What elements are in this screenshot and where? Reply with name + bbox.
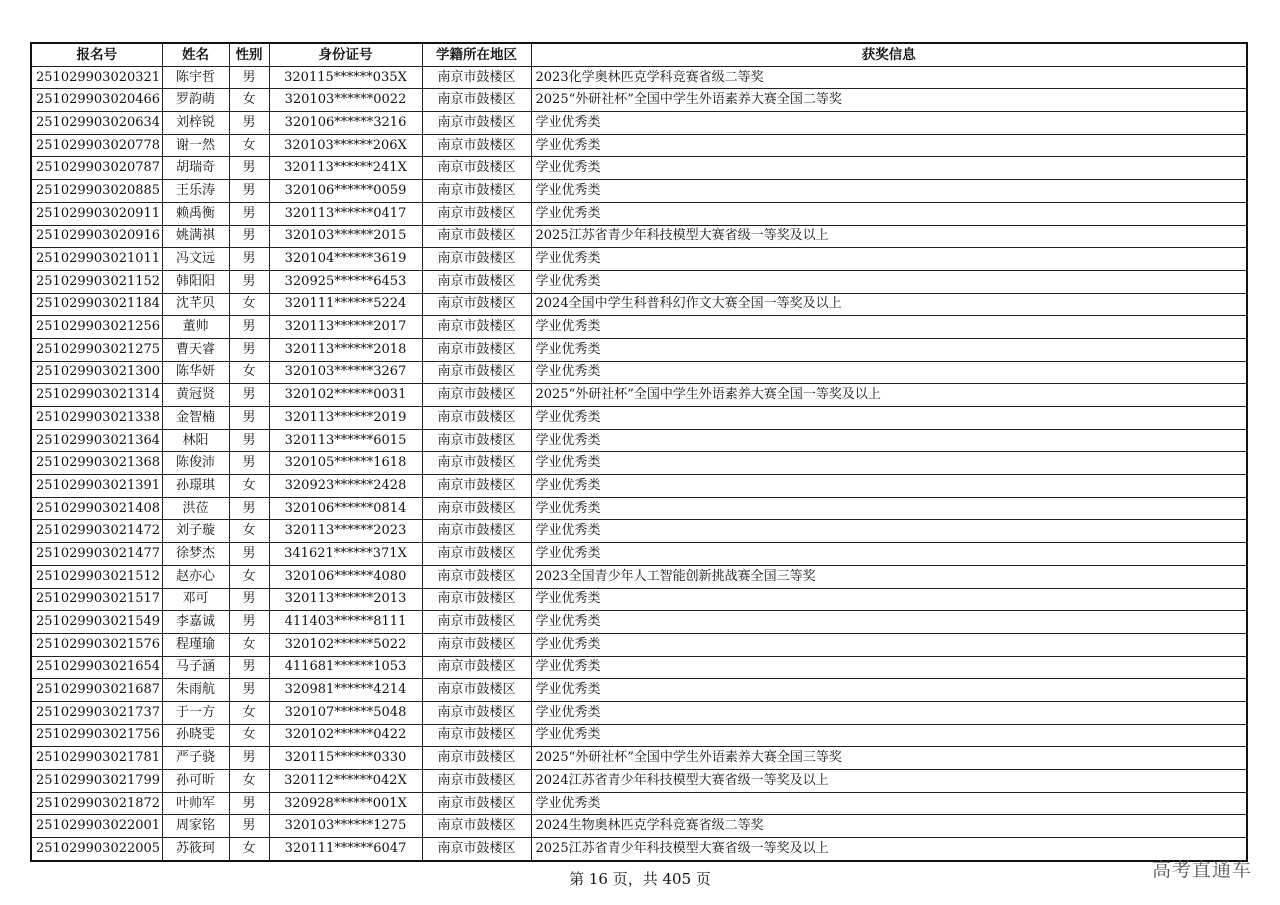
cell-region: 南京市鼓楼区 bbox=[422, 134, 531, 157]
table-row bbox=[31, 633, 1247, 656]
cell-gender: 男 bbox=[229, 180, 269, 203]
cell-id-no: 320115******035X bbox=[269, 66, 422, 89]
cell-award: 学业优秀类 bbox=[531, 407, 1247, 430]
table-row bbox=[31, 157, 1247, 180]
cell-name: 孙璟琪 bbox=[162, 475, 229, 498]
table-row bbox=[31, 338, 1247, 361]
cell-id-no: 320111******6047 bbox=[269, 838, 422, 861]
cell-id-no: 320113******2013 bbox=[269, 588, 422, 611]
cell-reg-no: 251029903021512 bbox=[31, 565, 162, 588]
cell-id-no: 320928******001X bbox=[269, 792, 422, 815]
table-row bbox=[31, 202, 1247, 225]
cell-award: 学业优秀类 bbox=[531, 112, 1247, 135]
table-row bbox=[31, 66, 1247, 89]
cell-name: 孙可昕 bbox=[162, 770, 229, 793]
cell-region: 南京市鼓楼区 bbox=[422, 293, 531, 316]
cell-award: 2024全国中学生科普科幻作文大赛全国一等奖及以上 bbox=[531, 293, 1247, 316]
table-row bbox=[31, 588, 1247, 611]
cell-id-no: 320106******4080 bbox=[269, 565, 422, 588]
table-row bbox=[31, 452, 1247, 475]
cell-name: 金智楠 bbox=[162, 407, 229, 430]
header-reg-no: 报名号 bbox=[31, 43, 162, 66]
table-row bbox=[31, 565, 1247, 588]
cell-gender: 女 bbox=[229, 134, 269, 157]
cell-name: 徐梦杰 bbox=[162, 543, 229, 566]
cell-id-no: 320103******1275 bbox=[269, 815, 422, 838]
cell-id-no: 411681******1053 bbox=[269, 656, 422, 679]
cell-name: 谢一然 bbox=[162, 134, 229, 157]
cell-award: 学业优秀类 bbox=[531, 180, 1247, 203]
cell-award: 学业优秀类 bbox=[531, 134, 1247, 157]
cell-gender: 男 bbox=[229, 384, 269, 407]
table-row bbox=[31, 180, 1247, 203]
cell-award: 学业优秀类 bbox=[531, 475, 1247, 498]
cell-name: 王乐涛 bbox=[162, 180, 229, 203]
table-row bbox=[31, 520, 1247, 543]
cell-id-no: 320106******0814 bbox=[269, 497, 422, 520]
cell-gender: 男 bbox=[229, 225, 269, 248]
cell-gender: 男 bbox=[229, 792, 269, 815]
table-row bbox=[31, 361, 1247, 384]
cell-award: 2023化学奥林匹克学科竞赛省级二等奖 bbox=[531, 66, 1247, 89]
cell-reg-no: 251029903021408 bbox=[31, 497, 162, 520]
table-row bbox=[31, 248, 1247, 271]
cell-gender: 男 bbox=[229, 815, 269, 838]
cell-region: 南京市鼓楼区 bbox=[422, 611, 531, 634]
cell-award: 2025江苏省青少年科技模型大赛省级一等奖及以上 bbox=[531, 838, 1247, 861]
table-row bbox=[31, 792, 1247, 815]
cell-id-no: 320113******2017 bbox=[269, 316, 422, 339]
cell-gender: 女 bbox=[229, 361, 269, 384]
cell-reg-no: 251029903020911 bbox=[31, 202, 162, 225]
cell-region: 南京市鼓楼区 bbox=[422, 497, 531, 520]
cell-region: 南京市鼓楼区 bbox=[422, 248, 531, 271]
cell-reg-no: 251029903020466 bbox=[31, 89, 162, 112]
cell-award: 2025江苏省青少年科技模型大赛省级一等奖及以上 bbox=[531, 225, 1247, 248]
cell-award: 学业优秀类 bbox=[531, 452, 1247, 475]
cell-name: 陈华妍 bbox=[162, 361, 229, 384]
cell-region: 南京市鼓楼区 bbox=[422, 543, 531, 566]
cell-award: 学业优秀类 bbox=[531, 338, 1247, 361]
table-row bbox=[31, 225, 1247, 248]
cell-id-no: 320113******2019 bbox=[269, 407, 422, 430]
table-row bbox=[31, 724, 1247, 747]
cell-name: 周家铭 bbox=[162, 815, 229, 838]
cell-name: 赵亦心 bbox=[162, 565, 229, 588]
cell-region: 南京市鼓楼区 bbox=[422, 112, 531, 135]
cell-id-no: 320102******0422 bbox=[269, 724, 422, 747]
cell-name: 陈宇哲 bbox=[162, 66, 229, 89]
cell-gender: 男 bbox=[229, 202, 269, 225]
cell-name: 刘子璇 bbox=[162, 520, 229, 543]
header-region: 学籍所在地区 bbox=[422, 43, 531, 66]
table-row bbox=[31, 407, 1247, 430]
cell-name: 李嘉诚 bbox=[162, 611, 229, 634]
cell-reg-no: 251029903021756 bbox=[31, 724, 162, 747]
cell-id-no: 320112******042X bbox=[269, 770, 422, 793]
cell-gender: 男 bbox=[229, 747, 269, 770]
cell-reg-no: 251029903021654 bbox=[31, 656, 162, 679]
cell-region: 南京市鼓楼区 bbox=[422, 747, 531, 770]
cell-reg-no: 251029903021781 bbox=[31, 747, 162, 770]
cell-reg-no: 251029903021184 bbox=[31, 293, 162, 316]
table-row bbox=[31, 270, 1247, 293]
header-gender: 性别 bbox=[229, 43, 269, 66]
cell-id-no: 320103******0022 bbox=[269, 89, 422, 112]
cell-name: 韩阳阳 bbox=[162, 270, 229, 293]
table-row bbox=[31, 316, 1247, 339]
table-row bbox=[31, 429, 1247, 452]
cell-gender: 男 bbox=[229, 497, 269, 520]
table-header-row bbox=[31, 43, 1247, 66]
cell-reg-no: 251029903020634 bbox=[31, 112, 162, 135]
table-row bbox=[31, 838, 1247, 861]
table-row bbox=[31, 747, 1247, 770]
table-row bbox=[31, 134, 1247, 157]
cell-reg-no: 251029903021549 bbox=[31, 611, 162, 634]
cell-id-no: 320102******0031 bbox=[269, 384, 422, 407]
table-row bbox=[31, 656, 1247, 679]
cell-gender: 男 bbox=[229, 429, 269, 452]
cell-region: 南京市鼓楼区 bbox=[422, 588, 531, 611]
cell-gender: 女 bbox=[229, 520, 269, 543]
cell-award: 学业优秀类 bbox=[531, 633, 1247, 656]
cell-award: 学业优秀类 bbox=[531, 792, 1247, 815]
cell-award: 学业优秀类 bbox=[531, 270, 1247, 293]
table-row bbox=[31, 611, 1247, 634]
cell-reg-no: 251029903021338 bbox=[31, 407, 162, 430]
table-row bbox=[31, 112, 1247, 135]
cell-reg-no: 251029903021300 bbox=[31, 361, 162, 384]
cell-award: 学业优秀类 bbox=[531, 611, 1247, 634]
cell-gender: 男 bbox=[229, 588, 269, 611]
cell-region: 南京市鼓楼区 bbox=[422, 633, 531, 656]
cell-id-no: 320925******6453 bbox=[269, 270, 422, 293]
cell-reg-no: 251029903021576 bbox=[31, 633, 162, 656]
cell-award: 学业优秀类 bbox=[531, 724, 1247, 747]
cell-award: 2025“外研社杯”全国中学生外语素养大赛全国三等奖 bbox=[531, 747, 1247, 770]
cell-reg-no: 251029903021799 bbox=[31, 770, 162, 793]
cell-gender: 男 bbox=[229, 407, 269, 430]
cell-region: 南京市鼓楼区 bbox=[422, 338, 531, 361]
cell-region: 南京市鼓楼区 bbox=[422, 66, 531, 89]
cell-gender: 男 bbox=[229, 316, 269, 339]
document-sheet bbox=[30, 42, 1246, 862]
table-row bbox=[31, 384, 1247, 407]
cell-name: 马子涵 bbox=[162, 656, 229, 679]
cell-gender: 男 bbox=[229, 248, 269, 271]
cell-gender: 男 bbox=[229, 452, 269, 475]
cell-region: 南京市鼓楼区 bbox=[422, 792, 531, 815]
header-id-no: 身份证号 bbox=[269, 43, 422, 66]
cell-id-no: 320106******0059 bbox=[269, 180, 422, 203]
cell-gender: 男 bbox=[229, 656, 269, 679]
cell-name: 苏筱珂 bbox=[162, 838, 229, 861]
cell-name: 孙晓雯 bbox=[162, 724, 229, 747]
award-table bbox=[30, 42, 1248, 862]
cell-gender: 女 bbox=[229, 838, 269, 861]
cell-id-no: 320103******206X bbox=[269, 134, 422, 157]
cell-region: 南京市鼓楼区 bbox=[422, 407, 531, 430]
cell-award: 学业优秀类 bbox=[531, 497, 1247, 520]
table-row bbox=[31, 815, 1247, 838]
cell-region: 南京市鼓楼区 bbox=[422, 180, 531, 203]
cell-reg-no: 251029903020885 bbox=[31, 180, 162, 203]
cell-gender: 男 bbox=[229, 157, 269, 180]
cell-gender: 女 bbox=[229, 724, 269, 747]
cell-name: 董帅 bbox=[162, 316, 229, 339]
cell-region: 南京市鼓楼区 bbox=[422, 770, 531, 793]
cell-id-no: 320115******0330 bbox=[269, 747, 422, 770]
cell-award: 2023全国青少年人工智能创新挑战赛全国三等奖 bbox=[531, 565, 1247, 588]
cell-gender: 女 bbox=[229, 701, 269, 724]
cell-reg-no: 251029903021368 bbox=[31, 452, 162, 475]
cell-award: 学业优秀类 bbox=[531, 316, 1247, 339]
cell-gender: 女 bbox=[229, 565, 269, 588]
table-row bbox=[31, 497, 1247, 520]
cell-name: 刘梓锐 bbox=[162, 112, 229, 135]
cell-id-no: 320106******3216 bbox=[269, 112, 422, 135]
cell-id-no: 320103******3267 bbox=[269, 361, 422, 384]
cell-reg-no: 251029903021472 bbox=[31, 520, 162, 543]
cell-region: 南京市鼓楼区 bbox=[422, 452, 531, 475]
cell-reg-no: 251029903021391 bbox=[31, 475, 162, 498]
cell-id-no: 320981******4214 bbox=[269, 679, 422, 702]
cell-region: 南京市鼓楼区 bbox=[422, 157, 531, 180]
header-name: 姓名 bbox=[162, 43, 229, 66]
cell-award: 2025“外研社杯”全国中学生外语素养大赛全国二等奖 bbox=[531, 89, 1247, 112]
cell-award: 2025“外研社杯”全国中学生外语素养大赛全国一等奖及以上 bbox=[531, 384, 1247, 407]
cell-region: 南京市鼓楼区 bbox=[422, 89, 531, 112]
cell-reg-no: 251029903021256 bbox=[31, 316, 162, 339]
cell-gender: 男 bbox=[229, 270, 269, 293]
table-row bbox=[31, 701, 1247, 724]
cell-region: 南京市鼓楼区 bbox=[422, 679, 531, 702]
cell-reg-no: 251029903021364 bbox=[31, 429, 162, 452]
cell-region: 南京市鼓楼区 bbox=[422, 520, 531, 543]
cell-id-no: 320102******5022 bbox=[269, 633, 422, 656]
cell-name: 罗韵萌 bbox=[162, 89, 229, 112]
cell-award: 学业优秀类 bbox=[531, 429, 1247, 452]
cell-name: 姚满祺 bbox=[162, 225, 229, 248]
cell-award: 学业优秀类 bbox=[531, 520, 1247, 543]
cell-reg-no: 251029903020321 bbox=[31, 66, 162, 89]
cell-award: 学业优秀类 bbox=[531, 543, 1247, 566]
cell-gender: 男 bbox=[229, 338, 269, 361]
header-award: 获奖信息 bbox=[531, 43, 1247, 66]
cell-award: 学业优秀类 bbox=[531, 656, 1247, 679]
cell-id-no: 320107******5048 bbox=[269, 701, 422, 724]
table-body bbox=[31, 66, 1247, 861]
cell-region: 南京市鼓楼区 bbox=[422, 701, 531, 724]
cell-name: 严子骁 bbox=[162, 747, 229, 770]
cell-id-no: 320923******2428 bbox=[269, 475, 422, 498]
page-footer: 第 16 页，共 405 页 bbox=[569, 870, 711, 888]
cell-name: 叶帅军 bbox=[162, 792, 229, 815]
cell-region: 南京市鼓楼区 bbox=[422, 270, 531, 293]
cell-name: 陈俊沛 bbox=[162, 452, 229, 475]
cell-reg-no: 251029903020787 bbox=[31, 157, 162, 180]
cell-reg-no: 251029903021687 bbox=[31, 679, 162, 702]
cell-name: 洪莅 bbox=[162, 497, 229, 520]
table-row bbox=[31, 770, 1247, 793]
cell-award: 2024江苏省青少年科技模型大赛省级一等奖及以上 bbox=[531, 770, 1247, 793]
cell-award: 学业优秀类 bbox=[531, 202, 1247, 225]
cell-award: 学业优秀类 bbox=[531, 157, 1247, 180]
table-row bbox=[31, 679, 1247, 702]
cell-name: 曹天睿 bbox=[162, 338, 229, 361]
cell-region: 南京市鼓楼区 bbox=[422, 475, 531, 498]
table-row bbox=[31, 475, 1247, 498]
cell-reg-no: 251029903021275 bbox=[31, 338, 162, 361]
cell-award: 学业优秀类 bbox=[531, 248, 1247, 271]
cell-reg-no: 251029903021152 bbox=[31, 270, 162, 293]
cell-id-no: 341621******371X bbox=[269, 543, 422, 566]
watermark-logo: 高考直通车 bbox=[1151, 859, 1252, 881]
cell-id-no: 320103******2015 bbox=[269, 225, 422, 248]
cell-region: 南京市鼓楼区 bbox=[422, 316, 531, 339]
cell-region: 南京市鼓楼区 bbox=[422, 815, 531, 838]
cell-id-no: 320113******241X bbox=[269, 157, 422, 180]
cell-id-no: 320113******6015 bbox=[269, 429, 422, 452]
cell-award: 学业优秀类 bbox=[531, 701, 1247, 724]
cell-region: 南京市鼓楼区 bbox=[422, 656, 531, 679]
table-row bbox=[31, 293, 1247, 316]
cell-gender: 男 bbox=[229, 112, 269, 135]
cell-award: 学业优秀类 bbox=[531, 361, 1247, 384]
cell-name: 冯文远 bbox=[162, 248, 229, 271]
cell-region: 南京市鼓楼区 bbox=[422, 838, 531, 861]
cell-name: 胡瑞奇 bbox=[162, 157, 229, 180]
cell-gender: 女 bbox=[229, 633, 269, 656]
cell-reg-no: 251029903021872 bbox=[31, 792, 162, 815]
cell-id-no: 320113******2023 bbox=[269, 520, 422, 543]
cell-reg-no: 251029903021011 bbox=[31, 248, 162, 271]
cell-gender: 男 bbox=[229, 679, 269, 702]
cell-id-no: 320104******3619 bbox=[269, 248, 422, 271]
cell-reg-no: 251029903022005 bbox=[31, 838, 162, 861]
cell-id-no: 320113******0417 bbox=[269, 202, 422, 225]
cell-award: 学业优秀类 bbox=[531, 679, 1247, 702]
table-row bbox=[31, 543, 1247, 566]
cell-id-no: 320111******5224 bbox=[269, 293, 422, 316]
cell-id-no: 320105******1618 bbox=[269, 452, 422, 475]
cell-name: 于一方 bbox=[162, 701, 229, 724]
cell-reg-no: 251029903022001 bbox=[31, 815, 162, 838]
cell-gender: 男 bbox=[229, 543, 269, 566]
cell-region: 南京市鼓楼区 bbox=[422, 361, 531, 384]
cell-gender: 女 bbox=[229, 770, 269, 793]
cell-region: 南京市鼓楼区 bbox=[422, 384, 531, 407]
cell-region: 南京市鼓楼区 bbox=[422, 429, 531, 452]
cell-gender: 男 bbox=[229, 66, 269, 89]
table-row bbox=[31, 89, 1247, 112]
cell-award: 学业优秀类 bbox=[531, 588, 1247, 611]
cell-name: 黄冠贤 bbox=[162, 384, 229, 407]
cell-name: 林阳 bbox=[162, 429, 229, 452]
cell-reg-no: 251029903021737 bbox=[31, 701, 162, 724]
cell-name: 沈芊贝 bbox=[162, 293, 229, 316]
cell-region: 南京市鼓楼区 bbox=[422, 202, 531, 225]
cell-id-no: 411403******8111 bbox=[269, 611, 422, 634]
cell-name: 邓可 bbox=[162, 588, 229, 611]
cell-region: 南京市鼓楼区 bbox=[422, 565, 531, 588]
cell-gender: 女 bbox=[229, 293, 269, 316]
cell-reg-no: 251029903021314 bbox=[31, 384, 162, 407]
cell-gender: 女 bbox=[229, 89, 269, 112]
cell-reg-no: 251029903020778 bbox=[31, 134, 162, 157]
cell-reg-no: 251029903021517 bbox=[31, 588, 162, 611]
cell-region: 南京市鼓楼区 bbox=[422, 724, 531, 747]
cell-gender: 女 bbox=[229, 475, 269, 498]
cell-region: 南京市鼓楼区 bbox=[422, 225, 531, 248]
cell-name: 朱雨航 bbox=[162, 679, 229, 702]
cell-name: 程瑾瑜 bbox=[162, 633, 229, 656]
cell-gender: 男 bbox=[229, 611, 269, 634]
cell-award: 2024生物奥林匹克学科竞赛省级二等奖 bbox=[531, 815, 1247, 838]
cell-reg-no: 251029903021477 bbox=[31, 543, 162, 566]
cell-id-no: 320113******2018 bbox=[269, 338, 422, 361]
cell-reg-no: 251029903020916 bbox=[31, 225, 162, 248]
cell-name: 赖禹衡 bbox=[162, 202, 229, 225]
